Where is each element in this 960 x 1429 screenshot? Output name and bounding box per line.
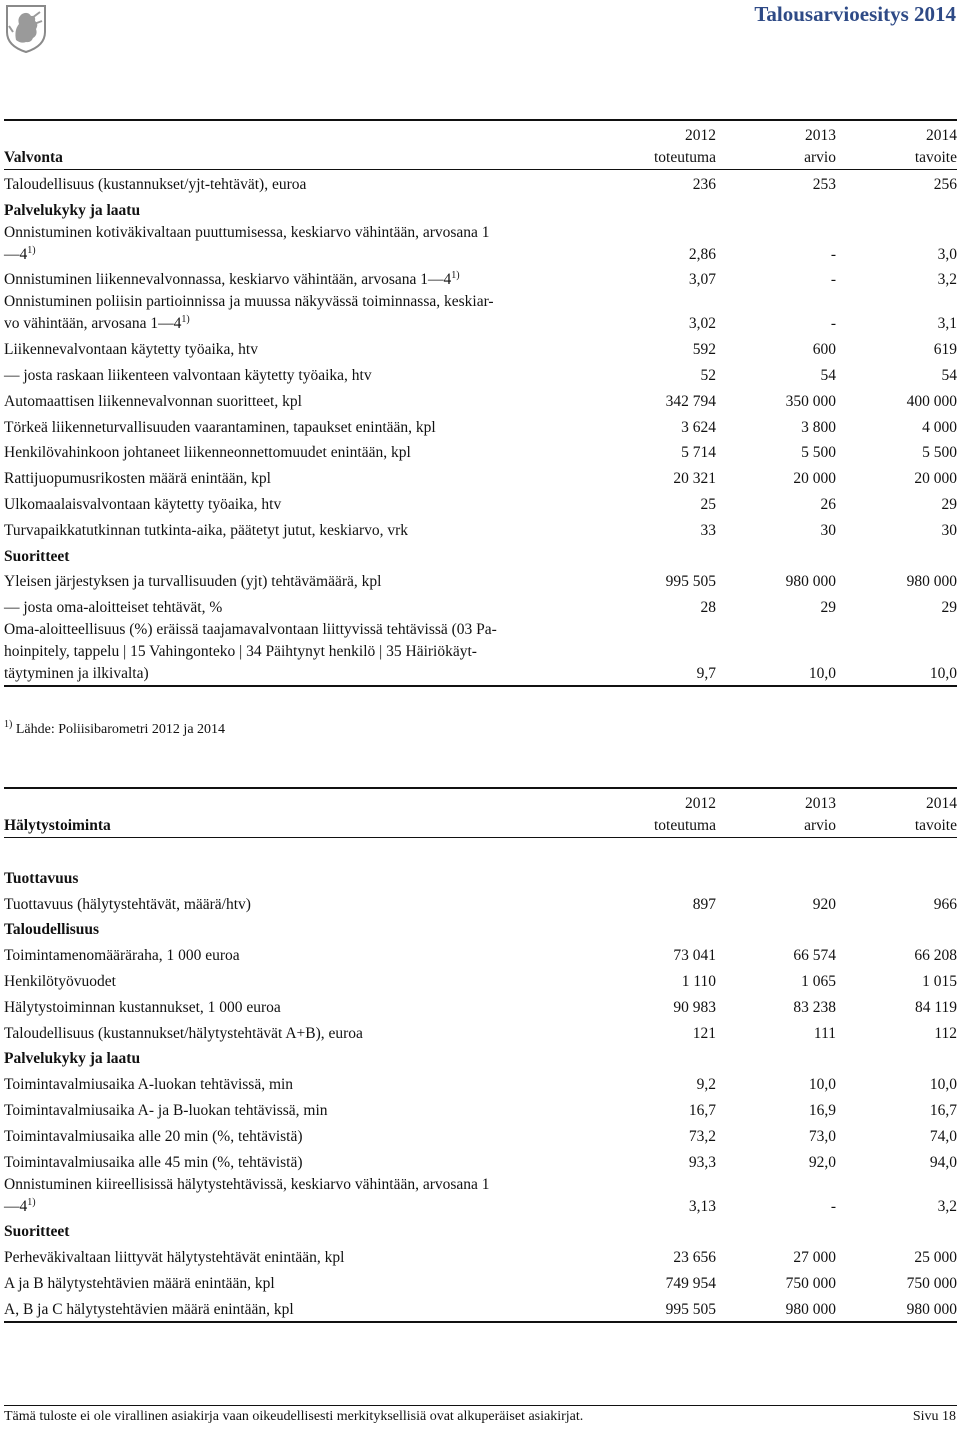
value-2014: 750 000 — [906, 1274, 957, 1292]
table-row — [4, 170, 957, 196]
section-row — [4, 1218, 957, 1244]
row-label: Henkilövahinkoon johtaneet liikenneonnettomuudet enintään, kpl — [4, 444, 411, 462]
value-2012: 592 — [692, 341, 716, 359]
valvonta-table — [4, 119, 957, 687]
value-2012: 73,2 — [688, 1127, 716, 1145]
table-row — [4, 1295, 957, 1322]
value-2012: 2,86 — [688, 245, 716, 263]
value-2012: 93,3 — [688, 1153, 716, 1171]
table-row — [4, 413, 957, 439]
value-2013: 83 238 — [793, 998, 836, 1016]
value-2014: 20 000 — [914, 470, 957, 488]
table-header-row — [4, 120, 957, 170]
row-label: Ulkomaalaisvalvontaan käytetty työaika, htv — [4, 495, 282, 513]
row-label: A ja B hälytystehtävien määrä enintään, kpl — [4, 1274, 275, 1292]
table-row — [4, 1148, 957, 1174]
table-row — [4, 967, 957, 993]
column-header-2014: 2014 tavoite — [914, 795, 957, 834]
table-row — [4, 1243, 957, 1269]
column-header-2013: 2013 arvio — [804, 795, 836, 834]
section-row — [4, 1045, 957, 1071]
table-title: Hälytystoiminta — [4, 817, 111, 834]
value-2012: 28 — [700, 599, 716, 617]
row-label: Toimintavalmiusaika alle 45 min (%, tehtävistä) — [4, 1153, 303, 1171]
section-row — [4, 196, 957, 222]
row-label: Toimintavalmiusaika alle 20 min (%, tehtävistä) — [4, 1127, 303, 1145]
value-2014: 3,2 — [937, 271, 957, 289]
value-2012: 16,7 — [688, 1101, 716, 1119]
value-2014: 66 208 — [914, 947, 957, 965]
row-label: Onnistuminen kotiväkivaltaan puuttumisessa, keskiarvo vähintään, arvosana 1 —4$^{1)}$ — [4, 223, 490, 263]
value-2013: 10,0 — [808, 665, 836, 683]
table-row — [4, 439, 957, 465]
row-label: Onnistuminen poliisin partioinnissa ja muussa näkyvässä toiminnassa, keskiar- vo vähintään, arvosana 1—4$^{1)}$ — [4, 293, 494, 333]
value-2012: 9,2 — [696, 1076, 716, 1094]
value-2014: 3,2 — [937, 1197, 957, 1215]
value-2014: 619 — [933, 341, 957, 359]
row-label: A, B ja C hälytystehtävien määrä enintään, kpl — [4, 1300, 294, 1318]
footer-divider — [4, 1405, 957, 1406]
footnote-ref: 1) — [451, 270, 460, 282]
row-label: Onnistuminen kiireellisissä hälytystehtävissä, keskiarvo vähintään, arvosana 1 —4$^{1)}$ — [4, 1175, 490, 1215]
page-number: Sivu 18 — [912, 1409, 956, 1424]
value-2013: 16,9 — [808, 1101, 836, 1119]
value-2014: 29 — [941, 599, 957, 617]
lion-coat-of-arms-icon — [4, 2, 48, 54]
value-2012: 73 041 — [673, 947, 716, 965]
value-2013: 92,0 — [808, 1153, 836, 1171]
section-heading: Taloudellisuus — [4, 921, 100, 939]
value-2012: 236 — [692, 175, 716, 193]
table-row — [4, 1070, 957, 1096]
table-title: Valvonta — [4, 149, 63, 166]
value-2012: 995 505 — [665, 1300, 716, 1318]
value-2013: 920 — [812, 895, 836, 913]
column-header-2013: 2013 arvio — [804, 127, 836, 166]
row-label: Turvapaikkatutkinnan tutkinta-aika, päätetyt jutut, keskiarvo, vrk — [4, 521, 409, 539]
row-label: Liikennevalvontaan käytetty työaika, htv — [4, 341, 258, 359]
table-header-row — [4, 788, 957, 838]
value-2013: - — [830, 271, 836, 289]
value-2012: 3,13 — [688, 1197, 716, 1215]
footnote-mark: 1) — [4, 719, 13, 730]
table-row — [4, 222, 957, 266]
value-2013: 54 — [820, 366, 836, 384]
value-2013: - — [830, 245, 836, 263]
value-2012: 121 — [692, 1024, 716, 1042]
value-2013: 27 000 — [793, 1249, 836, 1267]
section-heading: Palvelukyky ja laatu — [4, 201, 141, 219]
value-2012: 25 — [700, 495, 716, 513]
value-2013: 111 — [813, 1024, 836, 1042]
row-label: Rattijuopumusrikosten määrä enintään, kpl — [4, 470, 271, 488]
value-2013: 20 000 — [793, 470, 836, 488]
row-label: Toimintavalmiusaika A-luokan tehtävissä, min — [4, 1076, 294, 1094]
row-label: — josta oma-aloitteiset tehtävät, % — [4, 599, 223, 617]
table-row — [4, 593, 957, 619]
table-row — [4, 361, 957, 387]
value-2012: 1 110 — [681, 972, 716, 990]
value-2012: 749 954 — [665, 1274, 716, 1292]
row-label: Toimintamenomääräraha, 1 000 euroa — [4, 947, 240, 965]
value-2013: 980 000 — [785, 573, 836, 591]
value-2014: 256 — [933, 175, 957, 193]
value-2012: 9,7 — [696, 665, 716, 683]
value-2014: 30 — [941, 521, 957, 539]
column-header-2012: 2012 toteutuma — [654, 127, 716, 166]
value-2014: 10,0 — [929, 1076, 957, 1094]
table-row — [4, 291, 957, 335]
value-2014: 25 000 — [914, 1249, 957, 1267]
row-label: Onnistuminen liikennevalvonnassa, keskiarvo vähintään, arvosana 1—4$^{1)}$ — [4, 270, 460, 289]
value-2014: 400 000 — [906, 392, 957, 410]
table-row — [4, 266, 957, 292]
value-2013: 1 065 — [801, 972, 836, 990]
table-row — [4, 619, 957, 686]
value-2014: 1 015 — [922, 972, 957, 990]
table-row — [4, 568, 957, 594]
spacer-row — [4, 838, 957, 865]
value-2013: 29 — [820, 599, 836, 617]
table-row — [4, 993, 957, 1019]
value-2012: 3,07 — [688, 271, 716, 289]
value-2013: 26 — [820, 495, 836, 513]
value-2012: 5 714 — [681, 444, 716, 462]
halytystoiminta-table — [4, 787, 957, 1323]
row-label: Automaattisen liikennevalvonnan suoritteet, kpl — [4, 392, 302, 410]
row-label: Taloudellisuus (kustannukset/yjt-tehtävät), euroa — [4, 175, 307, 193]
value-2013: 750 000 — [785, 1274, 836, 1292]
row-label: Oma-aloitteellisuus (%) eräissä taajamavalvontaan liittyvissä tehtävissä (03 Pa- hoinpitely, tappelu | 15 Vahingonteko | 34 Päihtynyt henkilö | 35 Häiriökäyt- täytyminen ja ilkivalta) — [4, 621, 497, 683]
section-heading: Suoritteet — [4, 547, 70, 565]
section-heading: Tuottavuus — [4, 869, 79, 887]
column-header-2014: 2014 tavoite — [914, 127, 957, 166]
value-2013: 980 000 — [785, 1300, 836, 1318]
section-heading: Suoritteet — [4, 1223, 70, 1241]
value-2012: 52 — [700, 366, 716, 384]
value-2014: 3,1 — [937, 315, 957, 333]
footnote-text: Lähde: Poliisibarometri 2012 ja 2014 — [15, 722, 226, 737]
section-heading: Palvelukyky ja laatu — [4, 1050, 141, 1068]
value-2012: 33 — [700, 521, 716, 539]
value-2014: 29 — [941, 495, 957, 513]
table-row — [4, 1122, 957, 1148]
table-row — [4, 1174, 957, 1218]
row-label: Taloudellisuus (kustannukset/hälytystehtävät A+B), euroa — [4, 1024, 363, 1042]
value-2013: - — [830, 315, 836, 333]
table-row — [4, 516, 957, 542]
footnote-ref: 1) — [181, 314, 190, 326]
value-2013: 5 500 — [801, 444, 836, 462]
section-row — [4, 542, 957, 568]
value-2013: 10,0 — [808, 1076, 836, 1094]
section-row — [4, 864, 957, 890]
value-2012: 3 624 — [681, 418, 716, 436]
value-2012: 20 321 — [673, 470, 716, 488]
footnote — [4, 719, 226, 738]
value-2012: 3,02 — [688, 315, 716, 333]
value-2014: 10,0 — [929, 665, 957, 683]
row-label: Perheväkivaltaan liittyvät hälytystehtävät enintään, kpl — [4, 1249, 345, 1267]
value-2013: 253 — [812, 175, 836, 193]
value-2013: 3 800 — [801, 418, 836, 436]
row-label: Henkilötyövuodet — [4, 972, 116, 990]
row-label: Törkeä liikenneturvallisuuden vaarantaminen, tapaukset enintään, kpl — [4, 418, 436, 436]
section-row — [4, 916, 957, 942]
table-row — [4, 941, 957, 967]
value-2014: 3,0 — [937, 245, 957, 263]
value-2013: 600 — [812, 341, 836, 359]
value-2012: 90 983 — [673, 998, 716, 1016]
value-2013: 30 — [820, 521, 836, 539]
row-label: Yleisen järjestyksen ja turvallisuuden (yjt) tehtävämäärä, kpl — [4, 573, 382, 591]
value-2014: 74,0 — [929, 1127, 957, 1145]
value-2013: 66 574 — [793, 947, 836, 965]
value-2012: 342 794 — [665, 392, 716, 410]
row-label: Tuottavuus (hälytystehtävät, määrä/htv) — [4, 895, 251, 913]
table-row — [4, 1269, 957, 1295]
value-2013: 73,0 — [808, 1127, 836, 1145]
value-2012: 995 505 — [665, 573, 716, 591]
row-label: Hälytystoiminnan kustannukset, 1 000 euroa — [4, 998, 281, 1016]
footnote-ref: 1) — [27, 1196, 36, 1208]
value-2013: - — [830, 1197, 836, 1215]
value-2014: 84 119 — [914, 998, 957, 1016]
value-2012: 897 — [692, 895, 716, 913]
table-row — [4, 1019, 957, 1045]
table-row — [4, 387, 957, 413]
value-2014: 112 — [934, 1024, 957, 1042]
row-label: Toimintavalmiusaika A- ja B-luokan tehtävissä, min — [4, 1101, 328, 1119]
table-row — [4, 890, 957, 916]
value-2014: 980 000 — [906, 1300, 957, 1318]
column-header-2012: 2012 toteutuma — [654, 795, 716, 834]
value-2013: 350 000 — [785, 392, 836, 410]
table-row — [4, 1096, 957, 1122]
value-2012: 23 656 — [673, 1249, 716, 1267]
value-2014: 4 000 — [922, 418, 957, 436]
table-row — [4, 464, 957, 490]
footer-disclaimer: Tämä tuloste ei ole virallinen asiakirja vaan oikeudellisesti merkityksellisiä ovat alkuperäiset asiakirjat. — [4, 1409, 584, 1424]
footnote-ref: 1) — [27, 244, 36, 256]
table-row — [4, 335, 957, 361]
value-2014: 16,7 — [929, 1101, 957, 1119]
row-label: — josta raskaan liikenteen valvontaan käytetty työaika, htv — [4, 366, 372, 384]
document-title: Talousarvioesitys 2014 — [754, 2, 956, 26]
value-2014: 54 — [941, 366, 957, 384]
value-2014: 980 000 — [906, 573, 957, 591]
page-header — [0, 0, 960, 70]
table-row — [4, 490, 957, 516]
value-2014: 966 — [933, 895, 957, 913]
value-2014: 94,0 — [929, 1153, 957, 1171]
value-2014: 5 500 — [922, 444, 957, 462]
